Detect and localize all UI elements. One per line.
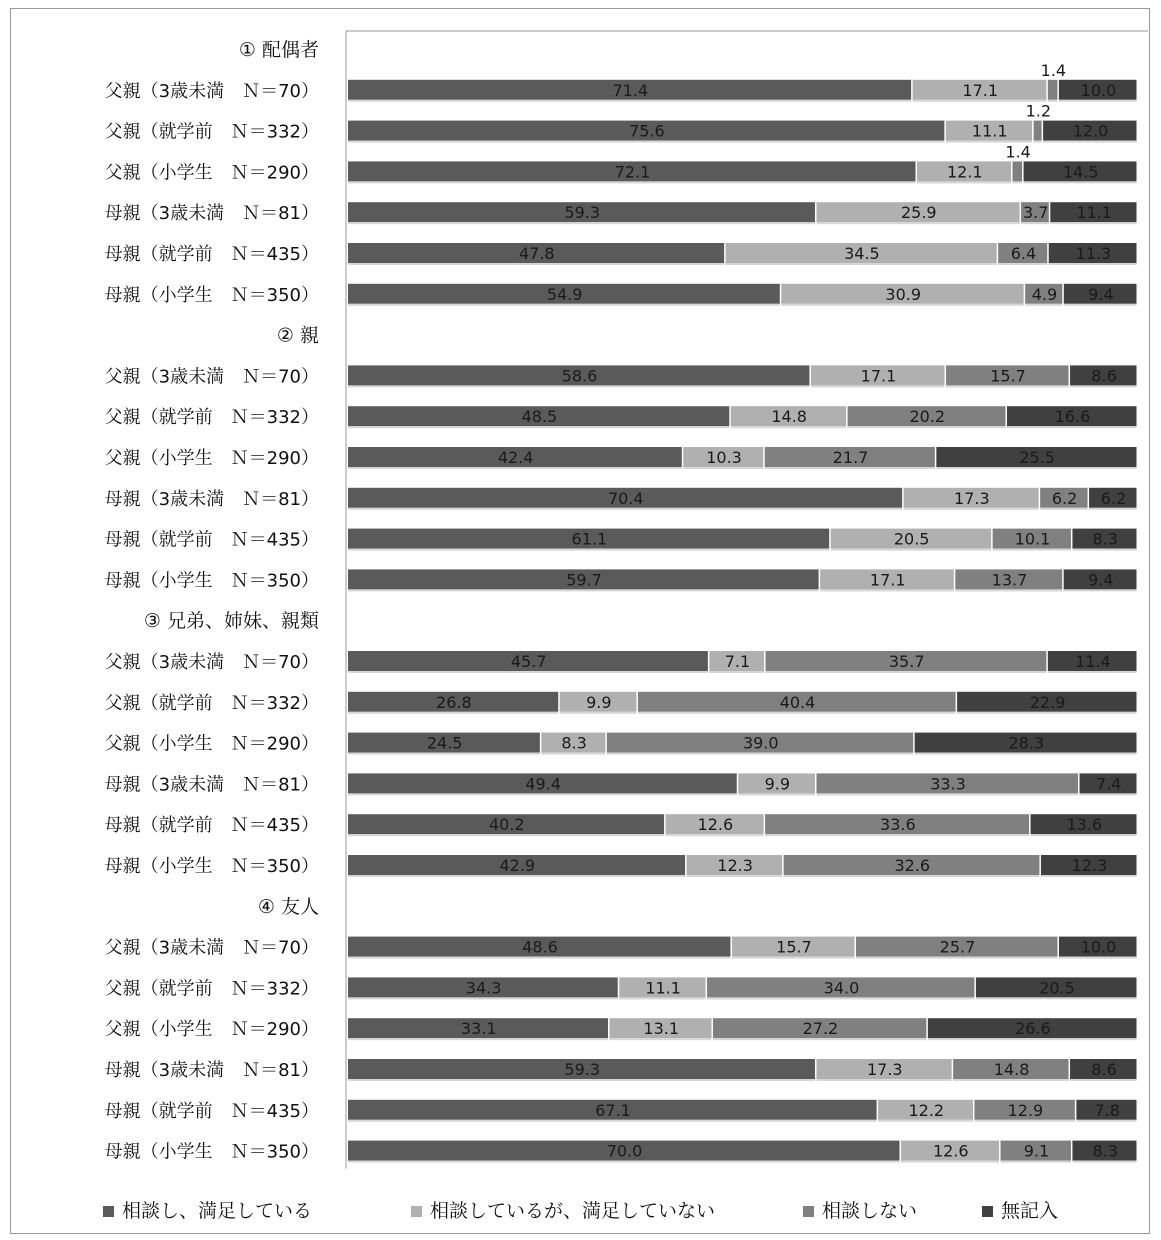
bar-shadow <box>816 1079 951 1081</box>
bar-shadow <box>707 997 974 999</box>
data-label: 72.1 <box>614 162 651 182</box>
legend-label: 相談し、満足している <box>122 1200 313 1222</box>
data-label: 6.4 <box>1010 244 1037 263</box>
bar-row <box>105 202 1137 224</box>
bar-shadow <box>348 549 829 551</box>
legend-swatch <box>103 1206 114 1217</box>
bar-row <box>105 773 1137 795</box>
bar-row <box>105 1141 1137 1163</box>
data-label: 48.6 <box>522 937 558 957</box>
row-label: 母親（3歳未満 Ｎ＝81） <box>104 1060 319 1081</box>
bar-shadow <box>1080 793 1137 795</box>
data-label: 26.6 <box>1015 1019 1051 1039</box>
row-label: 母親（就学前 Ｎ＝435） <box>104 529 319 551</box>
bar-shadow <box>348 263 724 265</box>
bar-shadow <box>732 957 855 959</box>
bar-shadow <box>1024 181 1137 183</box>
data-label: 45.7 <box>510 652 547 671</box>
bar-shadow <box>348 589 819 591</box>
data-label: 17.1 <box>860 366 897 386</box>
data-label: 4.9 <box>1031 284 1058 304</box>
bar-shadow <box>348 1038 608 1040</box>
data-label: 20.5 <box>1039 978 1075 998</box>
data-label: 13.1 <box>643 1019 680 1039</box>
data-label: 25.7 <box>939 937 976 957</box>
data-label: 9.9 <box>586 692 612 712</box>
data-label: 7.1 <box>724 652 751 671</box>
legend-label: 相談しているが、満足していない <box>430 1200 716 1222</box>
data-label: 25.9 <box>900 203 937 223</box>
data-label: 20.5 <box>893 529 930 549</box>
bar-shadow <box>928 1038 1137 1040</box>
row-label: 母親（小学生 Ｎ＝350） <box>104 284 319 306</box>
data-label: 32.6 <box>894 856 931 875</box>
bar-shadow <box>348 671 708 673</box>
group-2 <box>105 325 1137 592</box>
bar-shadow <box>1031 834 1137 836</box>
bar-shadow <box>1059 957 1137 959</box>
group-title: ① 配偶者 <box>238 39 319 61</box>
bar-shadow <box>348 222 815 224</box>
bar-row <box>105 142 1137 183</box>
data-label: 33.3 <box>930 774 966 794</box>
data-label: 59.7 <box>566 570 602 590</box>
bar-shadow <box>1064 589 1137 591</box>
data-label: 8.6 <box>1091 1060 1117 1079</box>
data-label: 40.2 <box>488 815 525 835</box>
legend-label: 無記入 <box>1001 1200 1059 1222</box>
bar-row <box>105 529 1137 551</box>
data-label: 26.8 <box>436 692 472 712</box>
bar-row <box>105 692 1137 714</box>
data-label: 71.4 <box>612 80 649 100</box>
bar-shadow <box>816 222 1019 224</box>
bar-shadow <box>348 508 902 510</box>
data-label: 67.1 <box>595 1100 631 1120</box>
row-label: 母親（小学生 Ｎ＝350） <box>104 570 319 592</box>
bar-shadow <box>609 1038 711 1040</box>
bar-shadow <box>348 426 729 428</box>
chart-rows <box>105 31 1148 1163</box>
bar-shadow <box>974 1120 1074 1122</box>
data-label: 12.3 <box>717 856 753 875</box>
data-label: 8.3 <box>1092 529 1118 549</box>
bar-segment <box>1048 80 1058 100</box>
data-label: 27.2 <box>802 1019 839 1039</box>
bar-shadow <box>709 671 764 673</box>
data-label: 12.6 <box>697 815 734 835</box>
bar-shadow <box>348 467 682 469</box>
data-label: 11.3 <box>1075 244 1112 263</box>
bar-shadow <box>1070 1079 1136 1081</box>
data-label: 48.5 <box>521 407 558 427</box>
data-label: 30.9 <box>885 284 922 304</box>
data-label: 7.4 <box>1096 774 1122 794</box>
legend-swatch <box>803 1206 814 1217</box>
data-label: 17.3 <box>866 1060 903 1079</box>
row-label: 父親（3歳未満 Ｎ＝70） <box>104 652 319 673</box>
data-label: 20.2 <box>909 407 946 427</box>
bar-shadow <box>1076 1120 1136 1122</box>
row-label: 父親（3歳未満 Ｎ＝70） <box>104 366 319 388</box>
bar-shadow <box>1025 304 1062 306</box>
data-label: 49.4 <box>525 774 561 794</box>
bar-shadow <box>993 549 1071 551</box>
bar-shadow <box>348 385 809 387</box>
bar-row <box>105 855 1137 877</box>
data-label: 59.3 <box>564 1060 601 1079</box>
legend-swatch <box>411 1206 422 1217</box>
bar-shadow <box>348 141 944 143</box>
bar-shadow <box>713 1038 926 1040</box>
data-label: 1.2 <box>1025 101 1052 121</box>
data-label: 11.1 <box>1076 203 1112 223</box>
bar-shadow <box>1050 222 1136 224</box>
bar-row <box>105 1100 1137 1122</box>
bar-shadow <box>348 834 664 836</box>
bar-row <box>105 937 1137 959</box>
bar-shadow <box>1059 100 1137 102</box>
bar-shadow <box>1021 222 1049 224</box>
row-label: 母親（3歳未満 Ｎ＝81） <box>104 203 319 225</box>
bar-shadow <box>878 1120 973 1122</box>
chart-frame <box>10 8 1150 1234</box>
group-title: ② 親 <box>276 324 319 347</box>
bar-segment <box>1034 121 1042 141</box>
data-label: 35.7 <box>888 652 925 671</box>
legend-swatch <box>982 1206 993 1217</box>
bar-segment <box>1013 161 1023 181</box>
data-label: 39.0 <box>742 733 779 753</box>
bar-shadow <box>784 875 1040 877</box>
row-label: 母親（3歳未満 Ｎ＝81） <box>104 488 319 510</box>
data-label: 12.2 <box>908 1100 945 1120</box>
data-label: 54.9 <box>546 284 583 304</box>
group-1 <box>105 39 1137 306</box>
bar-row <box>105 488 1137 510</box>
row-label: 母親（就学前 Ｎ＝435） <box>104 1100 319 1122</box>
data-label: 10.1 <box>1014 529 1051 549</box>
bar-row <box>105 733 1137 755</box>
bar-shadow <box>560 712 637 714</box>
bar-shadow <box>1049 263 1137 265</box>
bar-shadow <box>1040 508 1087 510</box>
data-label: 17.1 <box>962 80 999 100</box>
group-4 <box>105 896 1137 1163</box>
bar-shadow <box>541 753 605 755</box>
bar-shadow <box>953 1079 1068 1081</box>
data-label: 12.3 <box>1071 856 1108 875</box>
row-label: 父親（3歳未満 Ｎ＝70） <box>104 80 319 102</box>
bar-shadow <box>348 181 916 183</box>
data-label: 17.1 <box>869 570 906 590</box>
row-label: 父親（就学前 Ｎ＝332） <box>104 121 319 143</box>
data-label: 16.6 <box>1054 407 1091 427</box>
bar-shadow <box>1007 426 1137 428</box>
row-label: 母親（小学生 Ｎ＝350） <box>104 1141 319 1163</box>
bar-row <box>105 243 1137 265</box>
stacked-bar-chart <box>11 9 1149 1233</box>
row-label: 父親（小学生 Ｎ＝290） <box>104 448 319 469</box>
data-label: 21.7 <box>832 448 869 467</box>
bar-shadow <box>348 100 911 102</box>
data-label: 58.6 <box>561 366 598 386</box>
legend-item <box>411 1200 715 1222</box>
data-label: 12.6 <box>932 1141 969 1161</box>
bar-shadow <box>766 671 1047 673</box>
bar-shadow <box>726 263 997 265</box>
bar-shadow <box>348 793 737 795</box>
bar-row <box>105 365 1137 387</box>
bar-shadow <box>781 304 1023 306</box>
data-label: 9.9 <box>764 774 791 794</box>
bar-shadow <box>348 997 618 999</box>
bar-row <box>105 1059 1137 1081</box>
bar-shadow <box>1001 1161 1071 1163</box>
data-label: 7.8 <box>1094 1100 1120 1120</box>
data-label: 9.4 <box>1088 284 1114 304</box>
data-label: 12.9 <box>1007 1100 1044 1120</box>
bar-shadow <box>1072 549 1136 551</box>
bar-row <box>105 651 1137 673</box>
legend <box>103 1200 1058 1222</box>
data-label: 13.7 <box>991 570 1028 590</box>
bar-row <box>105 569 1137 591</box>
data-label: 9.1 <box>1023 1141 1050 1161</box>
bar-shadow <box>1041 875 1137 877</box>
bar-shadow <box>348 875 685 877</box>
bar-shadow <box>820 589 954 591</box>
bar-shadow <box>1089 508 1136 510</box>
legend-label: 相談しない <box>822 1200 918 1222</box>
legend-item <box>103 1200 312 1222</box>
data-label: 59.3 <box>564 203 601 223</box>
data-label: 17.3 <box>954 488 990 508</box>
bar-shadow <box>957 712 1136 714</box>
legend-item <box>982 1200 1058 1222</box>
bar-shadow <box>904 508 1039 510</box>
data-label: 8.6 <box>1091 366 1117 386</box>
group-title: ③ 兄弟、姉妹、親類 <box>143 610 319 633</box>
data-label: 28.3 <box>1008 733 1045 753</box>
data-label: 70.0 <box>606 1141 643 1161</box>
bar-shadow <box>348 1161 900 1163</box>
data-label: 34.5 <box>844 244 880 263</box>
row-label: 母親（小学生 Ｎ＝350） <box>104 856 319 877</box>
bar-shadow <box>731 426 846 428</box>
data-label: 47.8 <box>518 244 555 263</box>
bar-shadow <box>1043 141 1136 143</box>
bar-shadow <box>666 834 764 836</box>
data-label: 10.0 <box>1080 937 1117 957</box>
bar-shadow <box>1072 1161 1136 1163</box>
bar-shadow <box>816 793 1078 795</box>
bar-shadow <box>1034 141 1042 143</box>
data-label: 42.4 <box>497 448 534 467</box>
bar-shadow <box>348 304 780 306</box>
data-label: 33.6 <box>880 815 916 835</box>
data-label: 11.4 <box>1075 652 1111 671</box>
row-label: 母親（就学前 Ｎ＝435） <box>104 244 319 265</box>
data-label: 15.7 <box>990 366 1026 386</box>
bar-shadow <box>638 712 956 714</box>
group-3 <box>105 610 1137 877</box>
data-label: 34.3 <box>465 978 502 998</box>
bar-shadow <box>831 549 991 551</box>
data-label: 15.7 <box>776 937 812 957</box>
row-label: 父親（就学前 Ｎ＝332） <box>104 407 319 429</box>
bar-shadow <box>901 1161 999 1163</box>
bar-row <box>105 977 1137 999</box>
bar-shadow <box>348 712 558 714</box>
data-label: 40.4 <box>779 692 816 712</box>
bar-shadow <box>683 467 763 469</box>
data-label: 6.2 <box>1051 488 1078 508</box>
row-label: 父親（就学前 Ｎ＝332） <box>104 692 319 714</box>
data-label: 10.0 <box>1080 80 1117 100</box>
bar-shadow <box>348 1120 877 1122</box>
bar-shadow <box>917 181 1011 183</box>
data-label: 11.1 <box>971 121 1008 141</box>
data-label: 24.5 <box>426 733 463 753</box>
bar-row <box>105 102 1137 143</box>
data-label: 10.3 <box>706 448 742 467</box>
row-label: 母親（就学前 Ｎ＝435） <box>104 815 319 837</box>
bar-shadow <box>348 1079 815 1081</box>
group-title: ④ 友人 <box>257 895 319 918</box>
bar-row <box>105 814 1137 836</box>
bar-row <box>105 406 1137 428</box>
data-label: 61.1 <box>571 529 608 549</box>
data-label: 11.1 <box>645 978 681 998</box>
bar-shadow <box>936 467 1136 469</box>
bar-shadow <box>765 467 935 469</box>
data-label: 70.4 <box>607 488 644 508</box>
bar-shadow <box>976 997 1137 999</box>
data-label: 33.1 <box>460 1019 497 1039</box>
bar-shadow <box>998 263 1047 265</box>
bar-shadow <box>765 834 1029 836</box>
data-label: 6.2 <box>1100 488 1127 508</box>
data-label: 9.4 <box>1088 570 1114 590</box>
row-label: 母親（3歳未満 Ｎ＝81） <box>104 774 319 796</box>
data-label: 42.9 <box>499 856 536 875</box>
bar-row <box>105 284 1137 306</box>
bar-shadow <box>738 793 815 795</box>
bar-shadow <box>619 997 705 999</box>
bar-shadow <box>348 957 730 959</box>
data-label: 12.0 <box>1072 121 1109 141</box>
bar-shadow <box>848 426 1006 428</box>
data-label: 8.3 <box>561 733 587 753</box>
bar-row <box>105 61 1137 102</box>
data-label: 1.4 <box>1040 60 1067 80</box>
bar-shadow <box>856 957 1058 959</box>
data-label: 22.9 <box>1029 692 1066 712</box>
bar-shadow <box>915 753 1137 755</box>
bar-shadow <box>1013 181 1023 183</box>
bar-shadow <box>811 385 945 387</box>
row-label: 父親（就学前 Ｎ＝332） <box>104 978 319 1000</box>
row-label: 父親（小学生 Ｎ＝290） <box>104 733 319 755</box>
legend-item <box>803 1200 917 1222</box>
data-label: 14.8 <box>993 1060 1030 1079</box>
data-label: 25.5 <box>1019 448 1055 467</box>
bar-shadow <box>946 385 1069 387</box>
bar-shadow <box>607 753 913 755</box>
bar-shadow <box>348 753 540 755</box>
bar-shadow <box>1064 304 1137 306</box>
bar-row <box>105 447 1137 469</box>
bar-shadow <box>687 875 783 877</box>
data-label: 13.6 <box>1066 815 1103 835</box>
data-label: 12.1 <box>946 162 983 182</box>
data-label: 14.5 <box>1062 162 1099 182</box>
bar-row <box>105 1018 1137 1040</box>
data-label: 14.8 <box>771 407 807 427</box>
row-label: 父親（3歳未満 Ｎ＝70） <box>104 937 319 959</box>
data-label: 34.0 <box>823 978 860 998</box>
bar-shadow <box>955 589 1062 591</box>
bar-shadow <box>1048 671 1137 673</box>
row-label: 父親（小学生 Ｎ＝290） <box>104 162 319 184</box>
data-label: 75.6 <box>629 121 665 141</box>
row-label: 父親（小学生 Ｎ＝290） <box>104 1019 319 1041</box>
data-label: 1.4 <box>1005 142 1031 162</box>
bar-shadow <box>1070 385 1136 387</box>
data-label: 3.7 <box>1022 203 1049 223</box>
data-label: 8.3 <box>1092 1141 1118 1161</box>
